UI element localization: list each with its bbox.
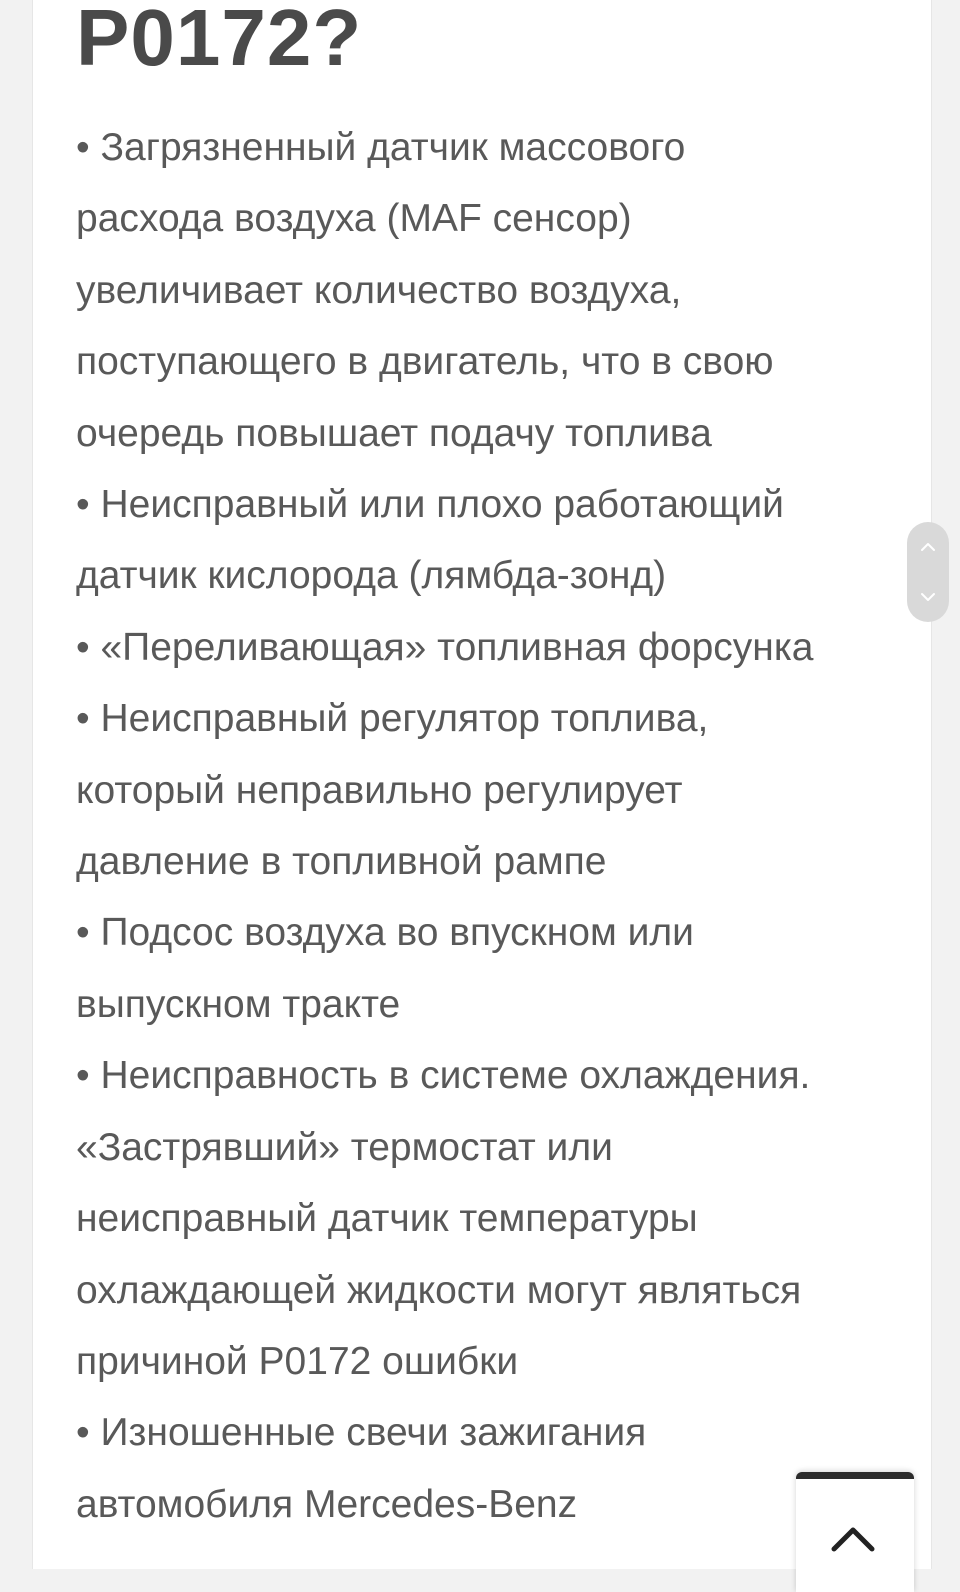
fast-scroll-handle[interactable] xyxy=(907,522,949,622)
chevron-up-icon xyxy=(920,542,936,552)
text-line: увеличивает количество воздуха, xyxy=(76,268,682,312)
text-line: причиной P0172 ошибки xyxy=(76,1339,519,1383)
text-line: очередь повышает подачу топлива xyxy=(76,411,712,455)
text-line: • «Переливающая» топливная форсунка xyxy=(76,625,814,669)
text-line: • Неисправный или плохо работающий xyxy=(76,483,784,527)
text-line: • Подсос воздуха во впускном или xyxy=(76,911,694,955)
article-body xyxy=(76,112,896,1540)
text-line: поступающего в двигатель, что в свою xyxy=(76,340,774,384)
text-line: автомобиля Mercedes-Benz xyxy=(76,1482,578,1526)
text-line: расхода воздуха (MAF сенсор) xyxy=(76,197,632,241)
chevron-up-icon xyxy=(830,1525,876,1553)
article-card xyxy=(32,0,932,1569)
text-line: «Застрявший» термостат или xyxy=(76,1125,613,1169)
text-line: неисправный датчик температуры xyxy=(76,1197,698,1241)
text-line: • Изношенные свечи зажигания xyxy=(76,1411,647,1455)
text-line: выпускном тракте xyxy=(76,982,401,1026)
article-heading: P0172? xyxy=(76,0,363,82)
text-line: • Неисправный регулятор топлива, xyxy=(76,697,709,741)
text-line: охлаждающей жидкости могут являться xyxy=(76,1268,802,1312)
chevron-down-icon xyxy=(920,592,936,602)
back-to-top-button[interactable] xyxy=(796,1472,914,1592)
text-line: датчик кислорода (лямбда-зонд) xyxy=(76,554,667,598)
text-line: давление в топливной рампе xyxy=(76,840,607,884)
text-line: • Загрязненный датчик массового xyxy=(76,126,686,169)
text-line: • Неисправность в системе охлаждения. xyxy=(76,1054,811,1098)
text-line: который неправильно регулирует xyxy=(76,768,683,812)
scroll-up-button[interactable] xyxy=(907,522,949,572)
scroll-down-button[interactable] xyxy=(907,572,949,622)
